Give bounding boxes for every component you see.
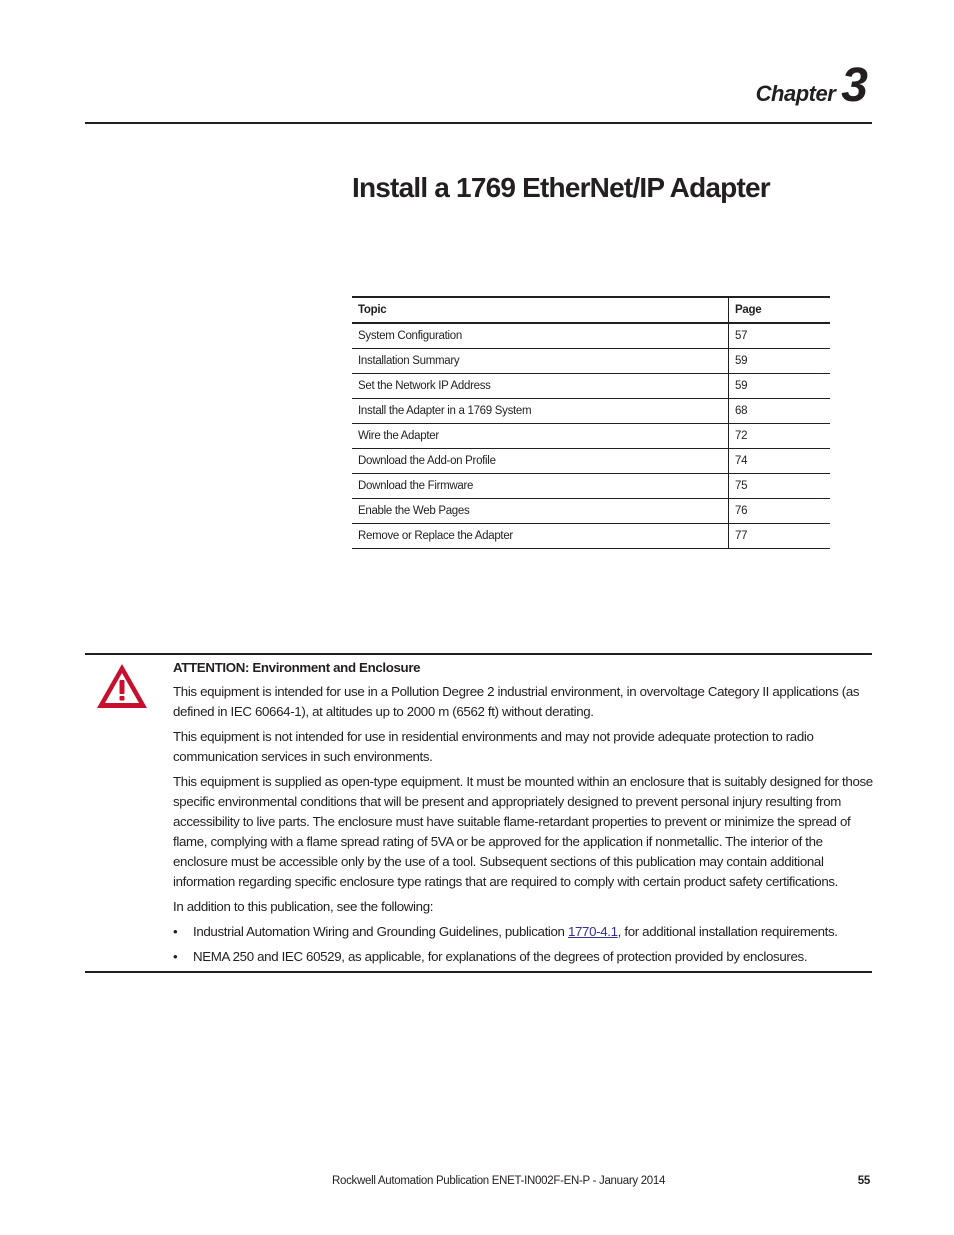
page-number: 55 (857, 1175, 870, 1187)
bullet-text-before: Industrial Automation Wiring and Grounding Guidelines, publication (193, 924, 568, 939)
topic-cell: Set the Network IP Address (352, 374, 729, 399)
table-row[interactable] (352, 424, 830, 449)
table-row[interactable] (352, 449, 830, 474)
list-item (173, 922, 873, 942)
chapter-divider (85, 122, 872, 124)
attention-title: ATTENTION: Environment and Enclosure (173, 660, 421, 675)
table-row[interactable] (352, 374, 830, 399)
page-cell: 77 (729, 524, 831, 549)
attention-paragraph: This equipment is supplied as open-type equipment. It must be mounted within an enclosure that is suitably designed for those specific environmental conditions that will be present and appropriately designed to prevent personal injury resulting from accessibility to live parts. The enclosure must have suitable flame-retardant properties to prevent or minimize the spread of flame, complying with a flame spread rating of 5VA or be approved for the application if nonmetallic. The interior of the enclosure must be accessible only by the use of a tool. Subsequent sections of this publication may contain additional information regarding specific enclosure type ratings that are required to comply with certain product safety certifications. (173, 774, 873, 889)
bullet-icon: • (173, 949, 178, 964)
bullet-text-after: , for additional installation requirements. (617, 924, 838, 939)
page-column-header: Page (729, 297, 831, 323)
chapter-label (755, 59, 868, 112)
page-cell: 59 (729, 349, 831, 374)
attention-paragraph: In addition to this publication, see the following: (173, 899, 434, 914)
bullet-text: NEMA 250 and IEC 60529, as applicable, for explanations of the degrees of protection provided by enclosures. (193, 949, 808, 964)
page-cell: 76 (729, 499, 831, 524)
table-row[interactable] (352, 349, 830, 374)
page-cell: 72 (729, 424, 831, 449)
chapter-number: 3 (841, 59, 868, 112)
page-cell: 59 (729, 374, 831, 399)
topic-cell: System Configuration (352, 323, 729, 349)
topic-cell: Wire the Adapter (352, 424, 729, 449)
page-cell: 74 (729, 449, 831, 474)
list-item (173, 947, 873, 967)
table-header-row (352, 297, 830, 323)
table-row[interactable] (352, 499, 830, 524)
bullet-icon: • (173, 924, 178, 939)
attention-box (85, 653, 872, 973)
topic-cell: Enable the Web Pages (352, 499, 729, 524)
chapter-word: Chapter (755, 81, 836, 106)
page-title: Install a 1769 EtherNet/IP Adapter (352, 172, 770, 203)
publication-link[interactable]: 1770-4.1 (567, 924, 618, 939)
topic-column-header: Topic (352, 297, 729, 323)
page-cell: 75 (729, 474, 831, 499)
warning-triangle-icon (94, 660, 150, 712)
reference-list (173, 922, 873, 967)
publication-info: Rockwell Automation Publication ENET-IN002F-EN-P - January 2014 (332, 1175, 666, 1187)
table-row[interactable] (352, 474, 830, 499)
table-row[interactable] (352, 399, 830, 424)
topic-cell: Remove or Replace the Adapter (352, 524, 729, 549)
table-row[interactable] (352, 323, 830, 349)
page-footer (0, 1175, 954, 1191)
attention-body (173, 658, 873, 972)
page-cell: 68 (729, 399, 831, 424)
attention-paragraph: This equipment is intended for use in a Pollution Degree 2 industrial environment, in overvoltage Category II applications (as defined in IEC 60664-1), at altitudes up to 2000 m (6562 ft) without derating. (173, 684, 860, 719)
topic-cell: Install the Adapter in a 1769 System (352, 399, 729, 424)
topic-cell: Download the Firmware (352, 474, 729, 499)
topic-cell: Installation Summary (352, 349, 729, 374)
topic-cell: Download the Add-on Profile (352, 449, 729, 474)
attention-paragraph: This equipment is not intended for use in residential environments and may not provide adequate protection to radio communication services in such environments. (173, 729, 814, 764)
table-row[interactable] (352, 524, 830, 549)
page-cell: 57 (729, 323, 831, 349)
topics-table (352, 296, 830, 549)
